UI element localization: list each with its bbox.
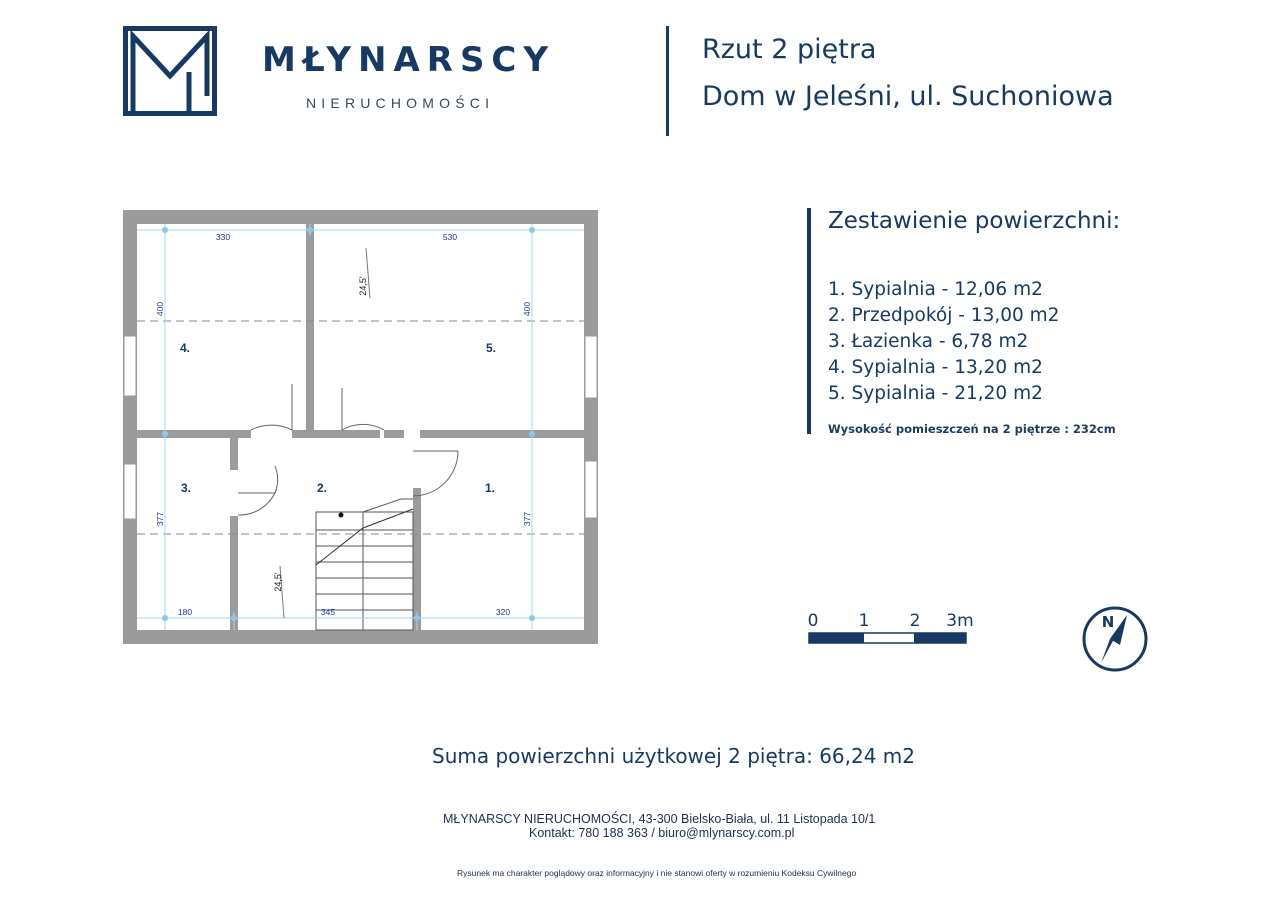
dim-left-top: 400 [155, 301, 165, 317]
compass-north-label: N [1101, 613, 1115, 631]
door-swings [238, 384, 458, 515]
company-contact: Kontakt: 780 188 363 / biuro@mlynarscy.com.pl [529, 826, 795, 840]
room-area-list [828, 277, 1059, 407]
windows [124, 336, 597, 519]
total-usable-area: Suma powierzchni użytkowej 2 piętra: 66,24 m2 [432, 744, 916, 768]
room-label-5: 5. [486, 341, 497, 355]
outer-walls [123, 210, 598, 644]
dim-bottom-right: 320 [495, 607, 511, 617]
floor-plan [120, 206, 604, 648]
summary-title: Zestawienie powierzchni: [828, 208, 1121, 234]
header-divider [666, 26, 669, 136]
dim-bottom-mid: 345 [320, 607, 336, 617]
logo-mark [123, 26, 217, 116]
legal-disclaimer: Rysunek ma charakter poglądowy oraz informacyjny i nie stanowi oferty w rozumieniu Kodeksu Cywilnego [457, 868, 857, 878]
plan-title: Rzut 2 piętra [702, 34, 877, 65]
compass-icon [1081, 605, 1149, 673]
dim-top-right: 530 [442, 232, 458, 242]
room-label-4: 4. [180, 341, 191, 355]
scale-label-3m: 3m [946, 611, 974, 631]
brand-name: MŁYNARSCY [262, 40, 555, 80]
scale-label-1: 1 [858, 611, 870, 631]
company-address: MŁYNARSCY NIERUCHOMOŚCI, 43-300 Bielsko-Biała, ul. 11 Listopada 10/1 [443, 812, 876, 826]
room-area-item: 3. Łazienka - 6,78 m2 [828, 331, 1029, 352]
room-area-item: 2. Przedpokój - 13,00 m2 [828, 305, 1060, 326]
dim-right-bottom: 377 [522, 511, 532, 527]
room-area-item: 1. Sypialnia - 12,06 m2 [828, 279, 1043, 300]
room-area-item: 5. Sypialnia - 21,20 m2 [828, 383, 1043, 404]
room-area-item: 4. Sypialnia - 13,20 m2 [828, 357, 1043, 378]
scale-bar [800, 605, 980, 655]
scale-label-0: 0 [807, 611, 819, 631]
dim-bottom-left: 180 [177, 607, 193, 617]
summary-accent-bar [807, 208, 811, 434]
dim-left-bottom: 377 [155, 511, 165, 527]
roof-angle-top: 24,5' [358, 276, 368, 296]
room-height-note: Wysokość pomieszczeń na 2 piętrze : 232cm [828, 422, 1116, 436]
roof-slope-lines [137, 321, 584, 534]
dim-top-left: 330 [215, 232, 231, 242]
room-label-3: 3. [181, 481, 192, 495]
scale-label-2: 2 [909, 611, 921, 631]
room-label-1: 1. [485, 481, 496, 495]
roof-angle-bottom: 24,5' [273, 572, 283, 592]
brand-subtitle: NIERUCHOMOŚCI [306, 95, 495, 111]
room-label-2: 2. [317, 481, 328, 495]
plan-address: Dom w Jeleśni, ul. Suchoniowa [702, 81, 1114, 112]
dim-right-top: 400 [522, 301, 532, 317]
